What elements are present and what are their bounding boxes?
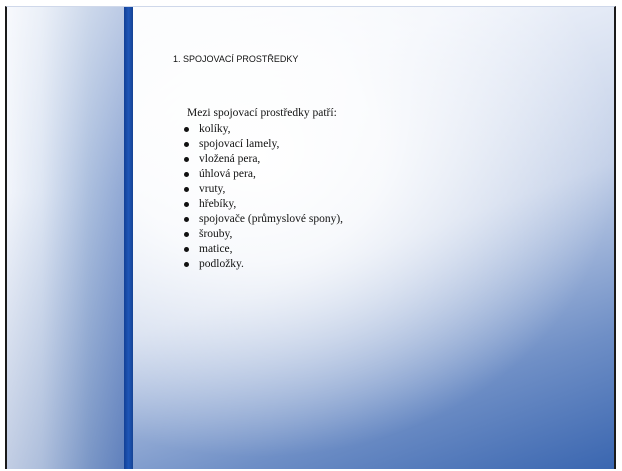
list-item <box>182 167 343 182</box>
list-item-text: spojovače (průmyslové spony), <box>199 213 344 225</box>
list-item-text: úhlová pera, <box>199 168 256 180</box>
intro-text: Mezi spojovací prostředky patří: <box>187 107 337 119</box>
list-item-text: vložená pera, <box>199 153 261 165</box>
list-item <box>182 257 343 272</box>
list-item <box>182 242 343 257</box>
list-item <box>182 122 343 137</box>
slide-title: 1. SPOJOVACÍ PROSTŘEDKY <box>173 54 299 64</box>
list-item-text: hřebíky, <box>199 198 237 210</box>
bullet-icon <box>184 217 189 222</box>
bullet-icon <box>184 202 189 207</box>
bullet-icon <box>184 172 189 177</box>
bullet-icon <box>184 157 189 162</box>
list-item <box>182 137 343 152</box>
list-item-text: spojovací lamely, <box>199 138 280 150</box>
list-item-text: kolíky, <box>199 123 231 135</box>
bullet-icon <box>184 262 189 267</box>
bullet-list <box>182 122 343 272</box>
list-item-text: šrouby, <box>199 228 233 240</box>
slide-content <box>182 106 343 272</box>
left-decorative-panel <box>7 7 124 469</box>
list-item <box>182 182 343 197</box>
bullet-icon <box>184 142 189 147</box>
bullet-icon <box>184 187 189 192</box>
list-item <box>182 212 343 227</box>
list-item <box>182 152 343 167</box>
list-item <box>182 227 343 242</box>
bullet-icon <box>184 127 189 132</box>
list-item-text: matice, <box>199 243 233 255</box>
list-item <box>182 197 343 212</box>
blue-accent-stripe <box>124 7 133 469</box>
bullet-icon <box>184 247 189 252</box>
list-item-text: vruty, <box>199 183 226 195</box>
slide <box>5 6 616 469</box>
list-item-text: podložky. <box>199 258 244 270</box>
bullet-icon <box>184 232 189 237</box>
